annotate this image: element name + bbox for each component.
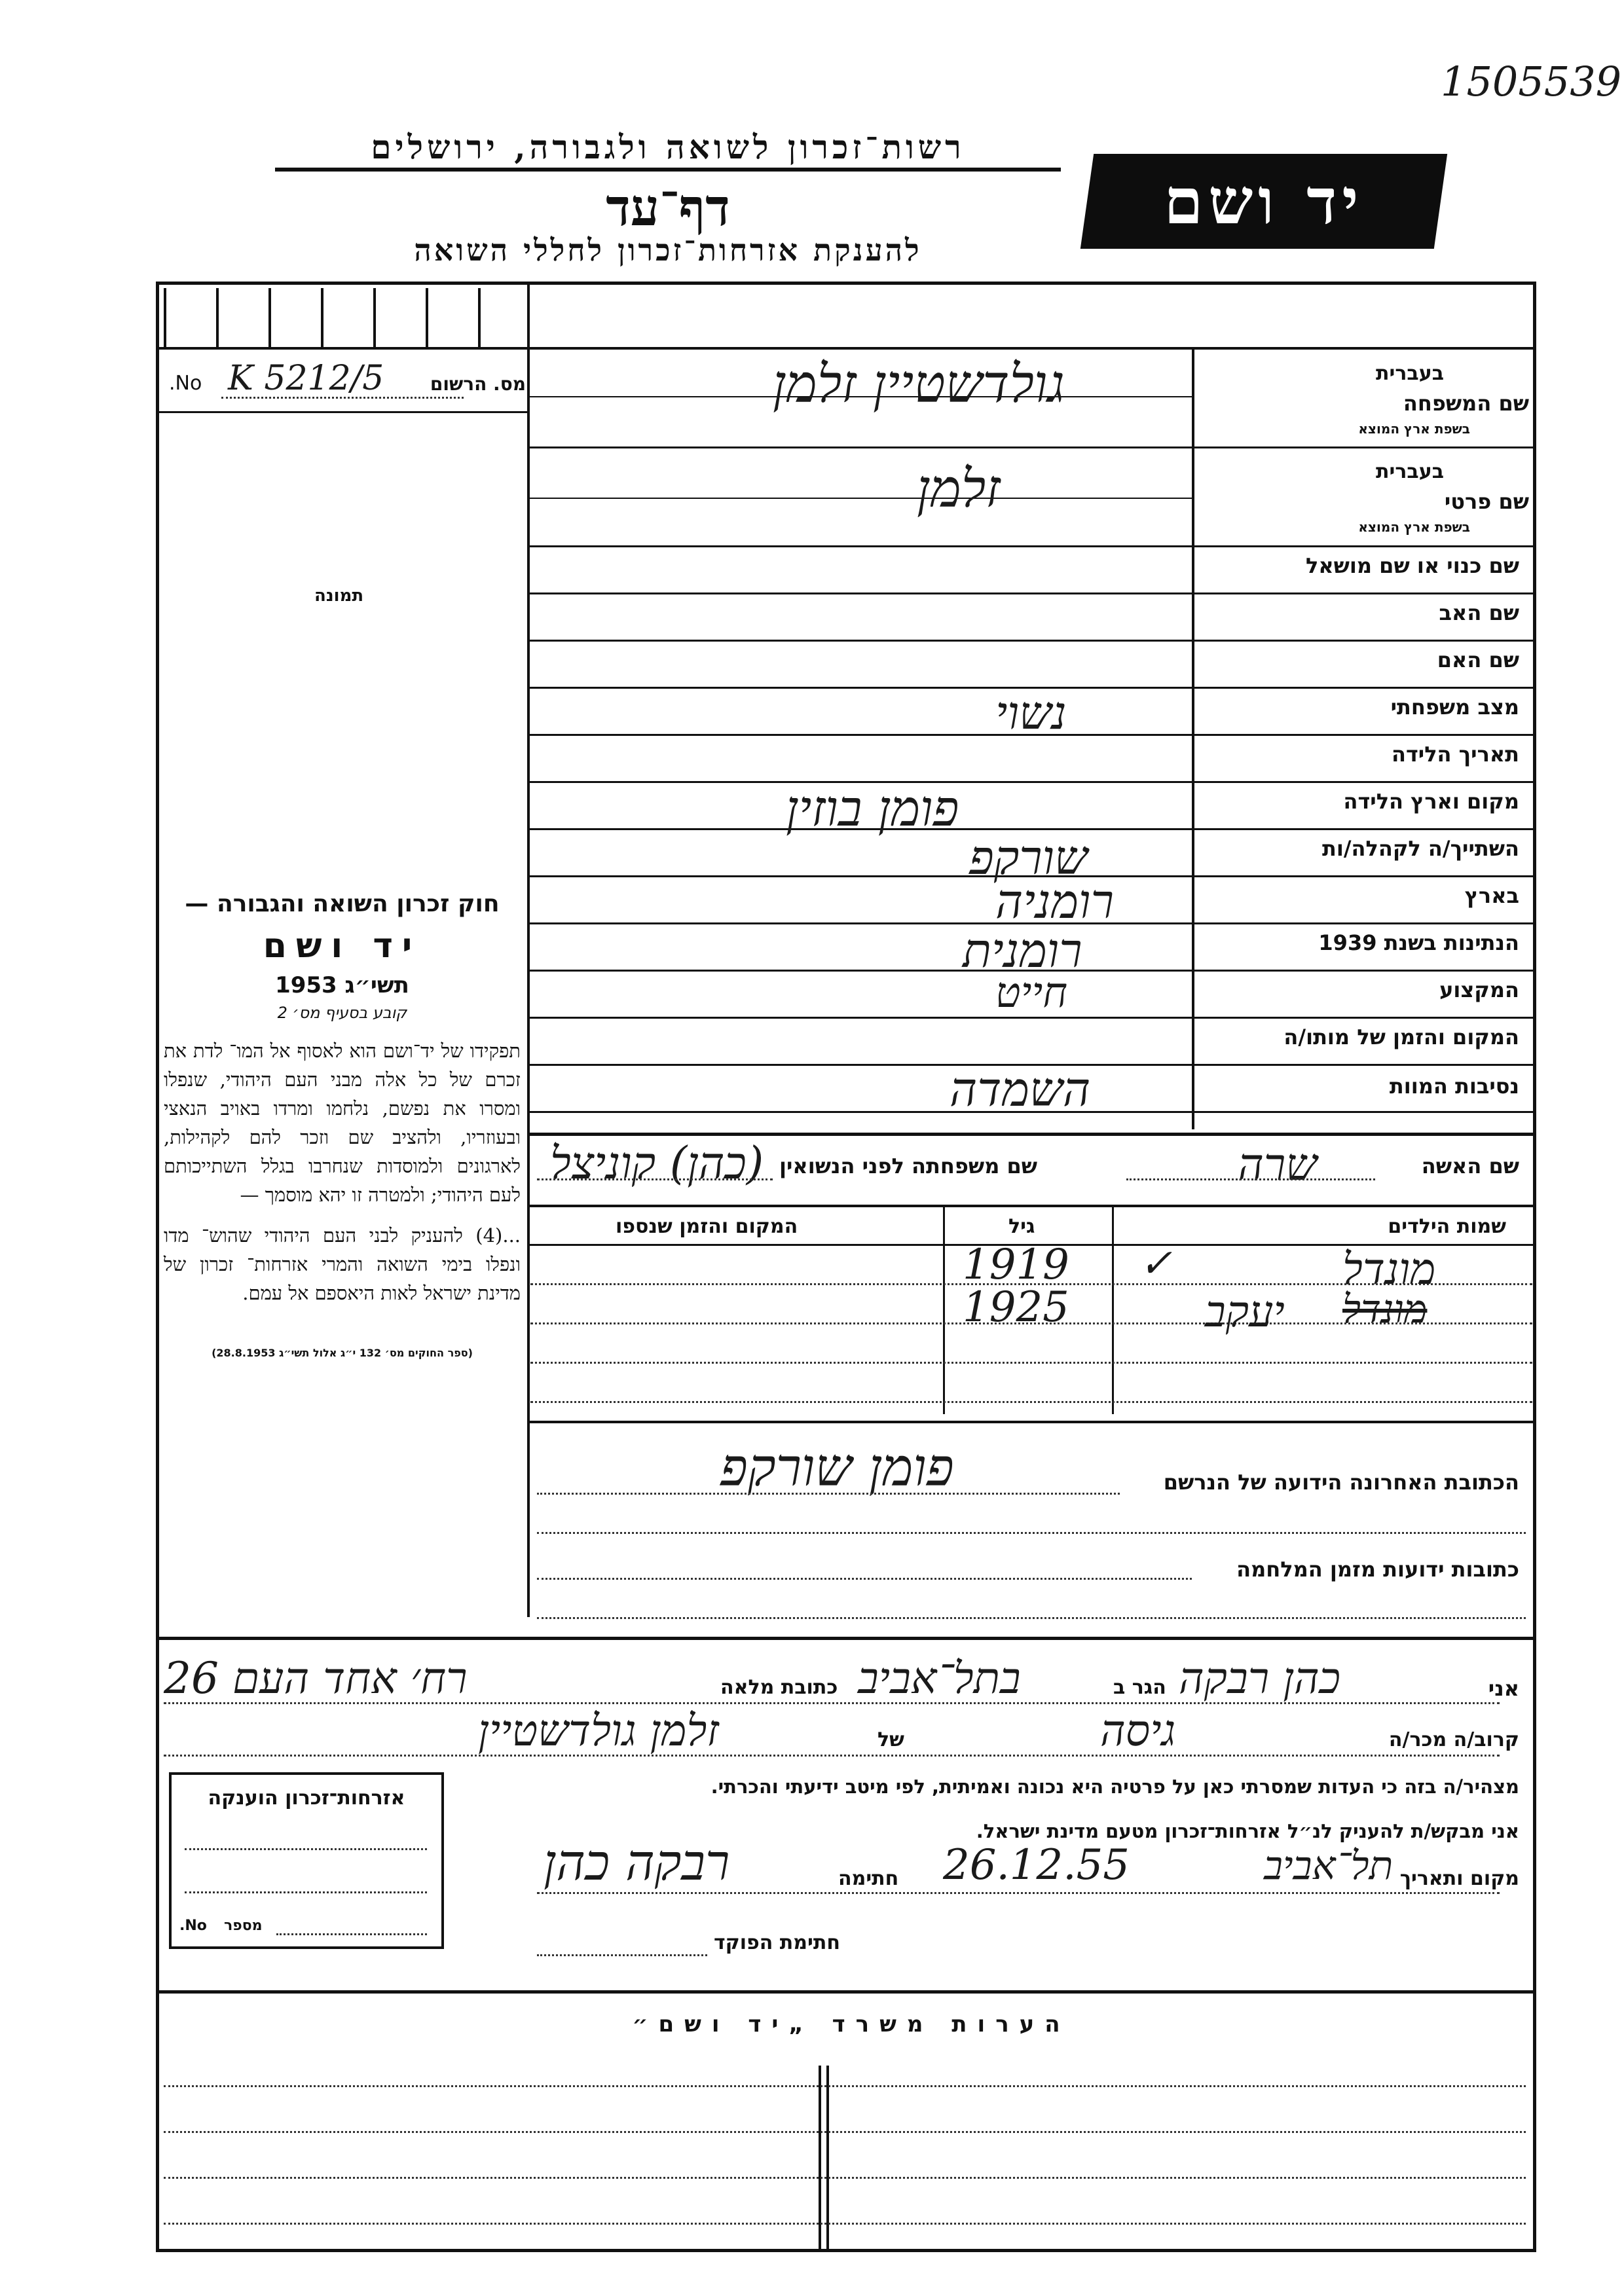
- page-subtitle: להענקת אזרחות־זכרון לחללי השואה: [414, 232, 922, 268]
- photo-label: תמונה: [314, 586, 364, 606]
- law-title: חוק זכרון השואה והגבורה —: [185, 890, 500, 917]
- official-signature-label: חתימת הפוקד: [714, 1931, 840, 1954]
- date-value: 26.12.55: [943, 1841, 1130, 1889]
- profession-value: חייט: [995, 969, 1068, 1017]
- death-cause-label: נסיבות המוות: [1389, 1074, 1519, 1099]
- yad-vashem-logo: [1080, 154, 1447, 249]
- children-names-header: שמות הילדים: [1388, 1215, 1506, 1238]
- citizenship-no-label-en: No.: [179, 1918, 207, 1934]
- child-1-age: 1919: [963, 1241, 1069, 1289]
- birth-place-label: מקום וארץ הלידה: [1343, 789, 1519, 814]
- child-2-struck-name: מונדל: [1342, 1286, 1428, 1332]
- place-value: תל־אביב: [1264, 1843, 1393, 1889]
- first-name-value: זלמן: [917, 458, 1001, 519]
- child-2-name: יעקב: [1205, 1286, 1285, 1337]
- law-name: יד ושם: [263, 926, 422, 966]
- law-text-1: תפקידו של יד־ושם הוא לאסוף אל המו־ לדת את זכרם של כל אלה מבני העם היהודי, שנפלו ומסרו את נפשם, נלחמו ומרדו באויב הנאצי ובעוזריו, ולהציב שם וזכר להם לקהילות, לארגונים ולמוסדות שנחרבו בגלל השתייכותם לעם היהודי; ולמטרה זו יהא מוסמך —: [164, 1040, 521, 1206]
- children-place-header: המקום והזמן שנספו: [616, 1215, 798, 1238]
- marital-status-label: מצב משפחתי: [1390, 695, 1519, 720]
- first-name-in-hebrew-label: בעברית: [1376, 460, 1444, 483]
- office-notes-title: הערות משרד „יד ושם״: [632, 2011, 1071, 2037]
- declaration-name: כהן רבקה: [1179, 1653, 1340, 1704]
- first-name-origin-label: בשפת ארץ המוצא: [1358, 519, 1470, 535]
- registration-label-he: מס. הרשום: [430, 373, 526, 395]
- family-name-origin-label: בשפת ארץ המוצא: [1358, 421, 1470, 437]
- declaration-statement-1: מצהיר/ה בזה כי העדות שמסרתי כאן על פרטיה היא נכונה ואמיתית, לפי מיטב ידיעתי והכרתי.: [710, 1776, 1519, 1798]
- last-address-value: פומן שורקפ: [720, 1437, 954, 1498]
- family-name-row: [1198, 357, 1529, 442]
- country-value: רומניה: [995, 874, 1114, 929]
- wife-maiden-value: (כהן) קוניצל: [550, 1138, 764, 1190]
- declaration-statement-2: אני מבקש/ת להעניק לנ״ל אזרחות־זכרון מטעם מדינת ישראל.: [976, 1820, 1519, 1842]
- law-reference: (ספר החוקים מס׳ 132 י״ג אלול תשי״ג 28.8.1953): [212, 1347, 473, 1359]
- nickname-label: שם כנוי או שם מושאל: [1305, 553, 1519, 578]
- wartime-address-label: כתובות ידועות מזמן המלחמה: [1236, 1557, 1519, 1582]
- stamp-number: 1505539: [1441, 58, 1622, 105]
- last-address-label: הכתובת האחרונה הידועה של הנרשם: [1163, 1470, 1519, 1495]
- signature-value: רבקה כהן: [544, 1833, 730, 1891]
- mother-name-label: שם האם: [1437, 647, 1519, 672]
- wife-name-label: שם האשה: [1421, 1154, 1519, 1178]
- registration-number: K 5212/5: [228, 359, 384, 398]
- law-sidebar: [164, 890, 521, 1359]
- first-name-label: שם פרטי: [1444, 489, 1529, 514]
- wife-name-value: שרה: [1238, 1139, 1318, 1191]
- resides-label: הגר ב: [1113, 1676, 1166, 1699]
- first-name-row: [1198, 455, 1529, 540]
- of-value: זלמן גולדשטיין: [478, 1705, 719, 1756]
- country-label: בארץ: [1464, 883, 1519, 908]
- father-name-label: שם האב: [1439, 600, 1519, 625]
- children-age-header: גיל: [1008, 1215, 1035, 1238]
- law-year: תשי״ג 1953: [275, 972, 409, 998]
- resides-value: בתל־אביב: [858, 1653, 1021, 1704]
- of-label: של: [877, 1728, 904, 1751]
- child-2-age: 1925: [963, 1283, 1069, 1332]
- registration-label-en: No.: [169, 372, 202, 395]
- registration-row: [169, 359, 526, 406]
- profession-label: המקצוע: [1439, 977, 1519, 1002]
- death-cause-value: השמדה: [950, 1062, 1091, 1117]
- community-value: שורקפ: [969, 830, 1088, 885]
- wife-maiden-label: שם משפחתה לפני הנשואין: [779, 1154, 1038, 1178]
- full-address-label: כתובת מלאה: [720, 1676, 838, 1699]
- relation-label: קרוב/ה מכר/ה: [1388, 1728, 1519, 1751]
- marital-status-value: נשוי: [995, 686, 1067, 740]
- law-text-2: ...(4) להעניק לבני העם היהודי שהוש־ מדו ונפלו בימי השואה והמרי אזרחות־ זכרון של מדינת ישראל לאות היאספם אל עמם.: [164, 1224, 521, 1304]
- citizenship-no-label-he: מספר: [224, 1918, 263, 1934]
- birth-date-label: תאריך הלידה: [1391, 742, 1519, 767]
- relation-value: גיסה: [1100, 1705, 1176, 1756]
- citizenship-granted-title: אזרחות־זכרון הוענקה: [208, 1787, 405, 1810]
- logo-text: יד ושם: [1164, 164, 1364, 238]
- child-1-check: ✓: [1139, 1241, 1173, 1286]
- full-address-value: רח׳ אחד העם 26: [164, 1653, 468, 1704]
- authority-title: רשות־זכרון לשואה ולגבורה, ירושלים: [275, 128, 1061, 172]
- citizenship-1939-value: רומנית: [963, 923, 1082, 978]
- death-place-label: המקום והזמן של מותו/ה: [1283, 1025, 1519, 1049]
- page-title: דף־עד: [606, 178, 730, 238]
- citizenship-1939-label: הנתינות בשנת 1939: [1318, 930, 1519, 955]
- citizenship-granted-box: [169, 1772, 444, 1949]
- child-1-name: מונדל: [1342, 1244, 1436, 1294]
- law-clause: קובע בסעיף מס׳ 2: [277, 1004, 407, 1022]
- place-date-label: מקום ותאריך: [1399, 1867, 1519, 1890]
- community-label: השתייך/ה לקהלה/ות: [1321, 836, 1519, 861]
- signature-label: חתימה: [838, 1867, 899, 1890]
- family-name-value: גולדשטיין זלמן: [773, 354, 1065, 414]
- declaration-i-label: אני: [1488, 1676, 1519, 1701]
- family-name-in-hebrew-label: בעברית: [1376, 362, 1444, 385]
- birth-place-value: פומן בוזין: [786, 779, 959, 837]
- family-name-label: שם המשפחה: [1403, 391, 1529, 416]
